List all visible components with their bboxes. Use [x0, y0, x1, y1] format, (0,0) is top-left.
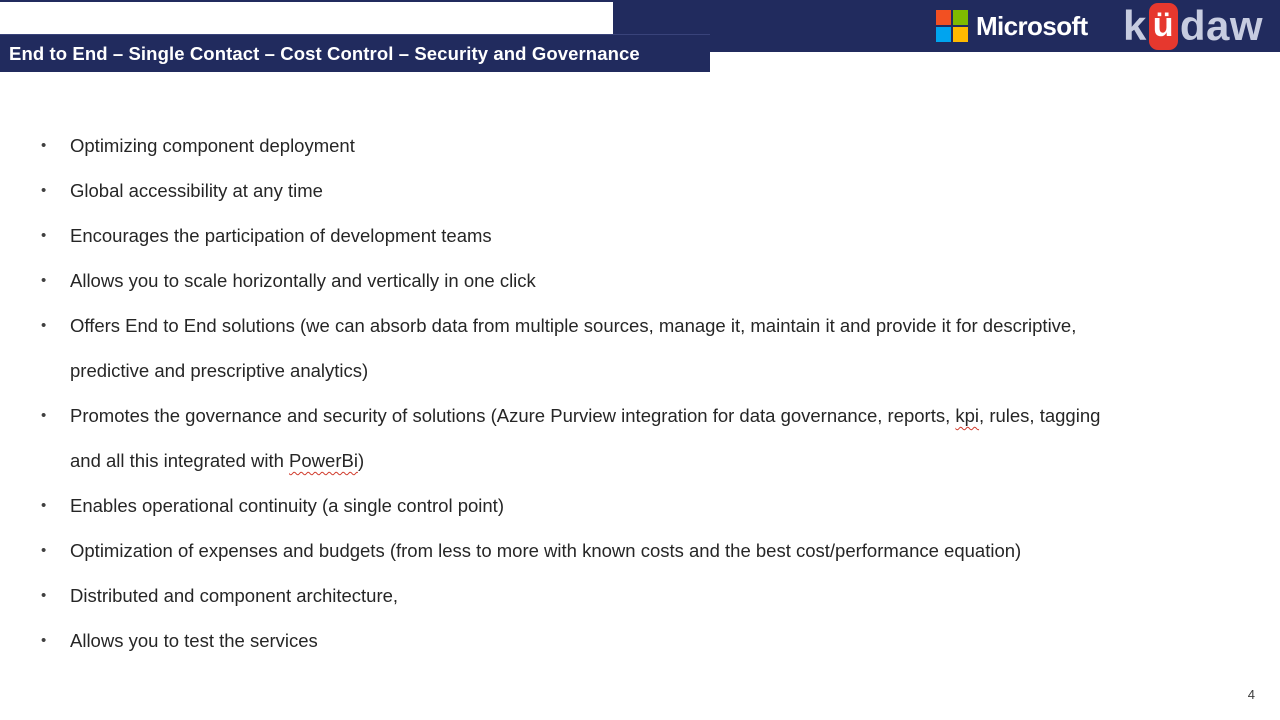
bullet-dot-icon: •: [41, 317, 47, 334]
bullet-line: [70, 618, 318, 663]
bullet-item: [41, 213, 1100, 258]
bullet-item: [41, 258, 1100, 303]
microsoft-square-green: [953, 10, 968, 25]
bullet-text: [70, 303, 1076, 393]
bullet-item: [41, 393, 1100, 483]
bullet-text: [70, 393, 1100, 483]
bullet-line: [70, 438, 1100, 483]
bullet-line: [70, 123, 355, 168]
kudaw-accent-pill: ü: [1149, 3, 1178, 50]
microsoft-wordmark: Microsoft: [976, 10, 1088, 41]
bullet-text: [70, 213, 492, 258]
text-segment: Promotes the governance and security of solutions (Azure Purview integration for data governance, reports,: [70, 405, 956, 426]
microsoft-square-red: [936, 10, 951, 25]
bullet-item: [41, 168, 1100, 213]
bullet-dot-icon: •: [41, 272, 47, 289]
bullet-item: [41, 483, 1100, 528]
text-segment: Global accessibility at any time: [70, 180, 323, 201]
header-band-right: [613, 0, 1280, 52]
bullet-line: [70, 213, 492, 258]
text-segment: Optimization of expenses and budgets (from less to more with known costs and the best cost/performance equation): [70, 540, 1022, 561]
text-segment: Optimizing component deployment: [70, 135, 355, 156]
bullet-line: [70, 168, 323, 213]
bullet-text: [70, 123, 355, 168]
text-segment: Allows you to scale horizontally and vertically in one click: [70, 270, 536, 291]
text-segment: Allows you to test the services: [70, 630, 318, 651]
text-segment: and all this integrated with: [70, 450, 290, 471]
title-band: [0, 34, 710, 72]
page-number: 4: [1247, 687, 1255, 702]
text-segment: ): [357, 450, 365, 471]
slide-title: End to End – Single Contact – Cost Control – Security and Governance: [9, 42, 640, 64]
bullet-list: [41, 123, 1100, 663]
bullet-dot-icon: •: [41, 497, 47, 514]
bullet-dot-icon: •: [41, 137, 47, 154]
bullet-text: [70, 618, 318, 663]
bullet-item: [41, 528, 1100, 573]
bullet-line: [70, 573, 398, 618]
text-segment: , rules, tagging: [979, 405, 1101, 426]
bullet-dot-icon: •: [41, 227, 47, 244]
microsoft-square-yellow: [953, 27, 968, 42]
bullet-dot-icon: •: [41, 587, 47, 604]
kudaw-logo: [1123, 0, 1263, 52]
bullet-item: [41, 618, 1100, 663]
misspelled-word: kpi: [955, 405, 980, 426]
bullet-line: [70, 483, 504, 528]
bullet-item: [41, 573, 1100, 618]
microsoft-squares-icon: [936, 10, 968, 42]
bullet-line: [70, 348, 1076, 393]
microsoft-square-blue: [936, 27, 951, 42]
bullet-text: [70, 168, 323, 213]
bullet-text: [70, 258, 536, 303]
text-segment: Encourages the participation of development teams: [70, 225, 492, 246]
bullet-text: [70, 528, 1021, 573]
bullet-dot-icon: •: [41, 632, 47, 649]
bullet-line: [70, 258, 536, 303]
text-segment: Enables operational continuity (a single control point): [70, 495, 504, 516]
bullet-item: [41, 303, 1100, 393]
bullet-line: [70, 393, 1100, 438]
bullet-line: [70, 528, 1021, 573]
text-segment: Offers End to End solutions (we can absorb data from multiple sources, manage it, maintain it and provide it for descriptive,: [70, 315, 1077, 336]
bullet-dot-icon: •: [41, 407, 47, 424]
bullet-item: [41, 123, 1100, 168]
kudaw-letter-k: k: [1123, 2, 1147, 49]
text-segment: predictive and prescriptive analytics): [70, 360, 369, 381]
bullet-text: [70, 483, 504, 528]
bullet-dot-icon: •: [41, 542, 47, 559]
bullet-dot-icon: •: [41, 182, 47, 199]
bullet-line: [70, 303, 1076, 348]
kudaw-letters-daw: daw: [1179, 2, 1264, 49]
bullet-text: [70, 573, 398, 618]
misspelled-word: PowerBi: [289, 450, 358, 471]
text-segment: Distributed and component architecture,: [70, 585, 399, 606]
microsoft-logo: [936, 0, 1088, 52]
